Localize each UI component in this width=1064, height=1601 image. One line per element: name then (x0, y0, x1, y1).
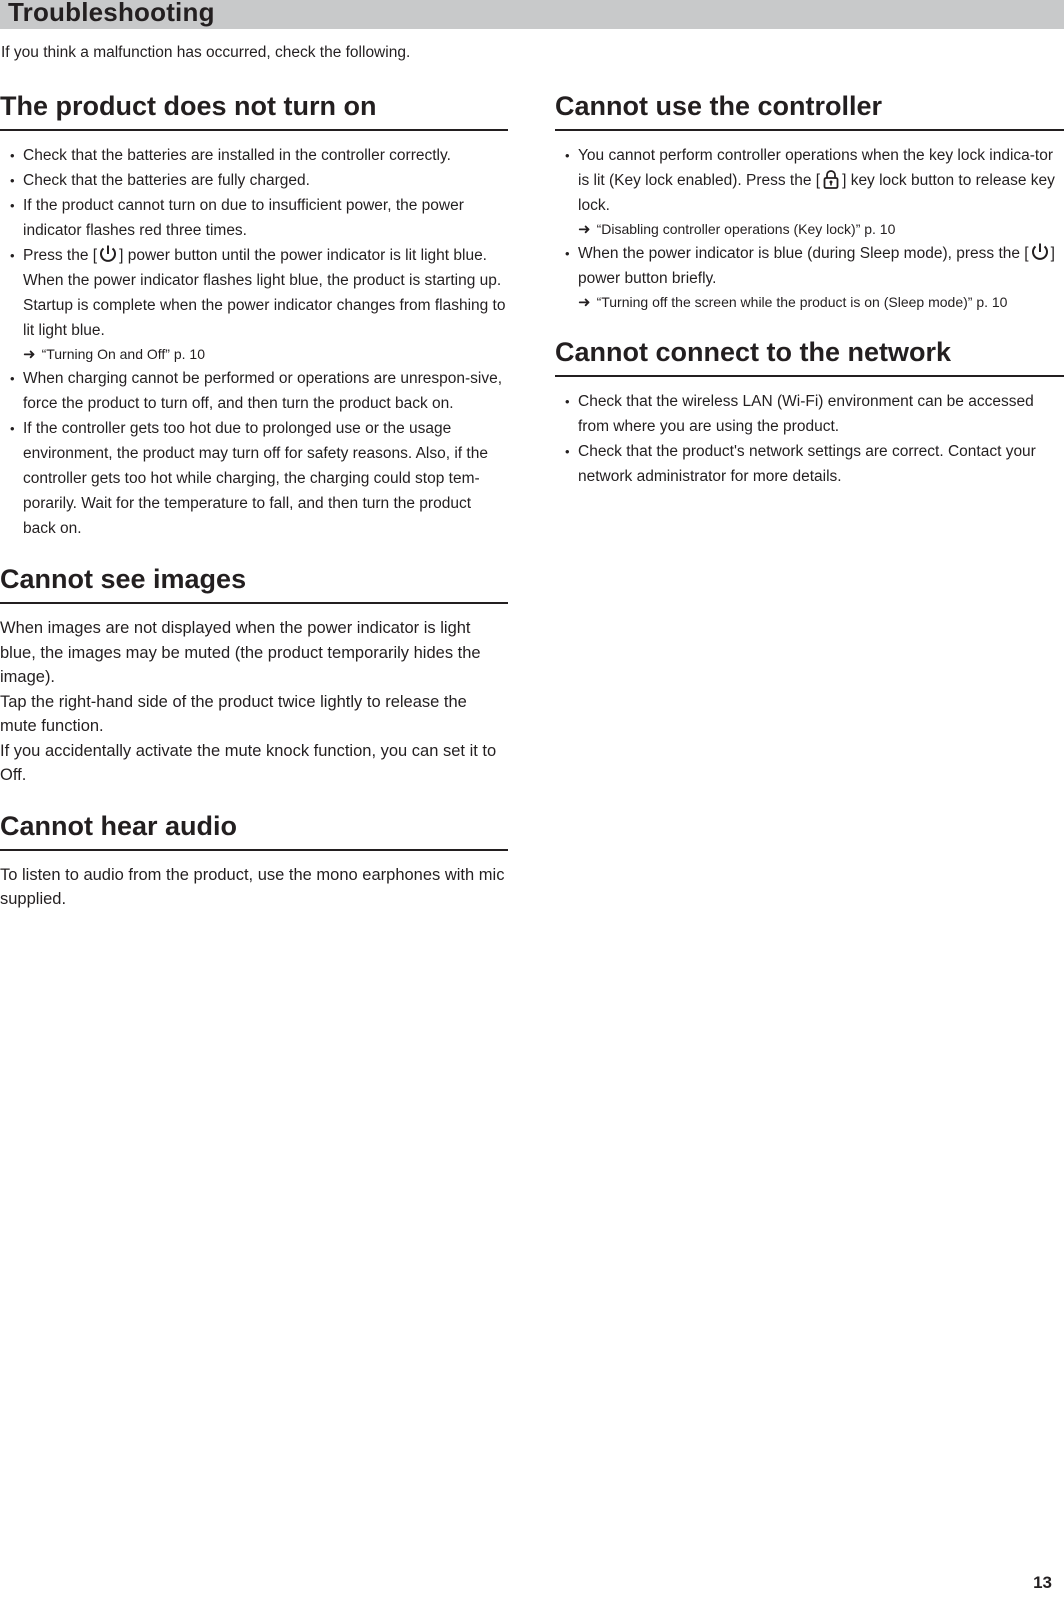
section-heading: Cannot use the controller (555, 88, 1064, 131)
bullet-icon: • (565, 394, 570, 409)
arrow-right-icon: ➜ (578, 294, 591, 311)
bullet-list (555, 143, 1064, 314)
lock-icon (820, 168, 842, 190)
bullet-icon: • (10, 198, 15, 213)
section-network (555, 334, 1064, 489)
arrow-right-icon: ➜ (23, 346, 36, 363)
intro-text: If you think a malfunction has occurred, check the following. (1, 44, 411, 61)
list-item: • Check that the batteries are installed in the controller correctly. (0, 143, 508, 168)
bullet-icon: • (10, 371, 15, 386)
list-item: • Check that the wireless LAN (Wi-Fi) environment can be accessed from where you are using the product. (555, 389, 1064, 439)
cross-reference-link[interactable]: ➜ “Disabling controller operations (Key lock)” p. 10 (578, 221, 896, 238)
bullet-list (555, 389, 1064, 489)
title-bar (0, 0, 1064, 29)
bullet-list (0, 143, 508, 541)
power-icon (97, 243, 119, 265)
page-title: Troubleshooting (8, 0, 215, 27)
left-column (0, 88, 508, 932)
bullet-icon: • (10, 173, 15, 188)
paragraph-block: To listen to audio from the product, use the mono earphones with mic supplied. (0, 865, 505, 908)
section-heading: The product does not turn on (0, 88, 508, 131)
list-item: • You cannot perform controller operations when the key lock indica-tor is lit (Key lock enabled). Press the [ ] key lock button to release key lock. ➜ “Disabling controller operations (Key lock)” p. 10 (555, 143, 1064, 241)
bullet-icon: • (565, 148, 570, 163)
list-item: • Press the [ ] power button until the power indicator is lit light blue. When the power indicator flashes light blue, the product is starting up. Startup is complete when the power indicator changes from flashing to lit light blue. ➜ “Turning On and Off” p. 10 (0, 243, 508, 366)
list-item: • If the controller gets too hot due to prolonged use or the usage environment, the product may turn off for safety reasons. Also, if the controller gets too hot while charging, the charging could stop tem-porarily. Wait for the temperature to fall, and then turn the product back on. (0, 416, 508, 541)
list-item: • When the power indicator is blue (during Sleep mode), press the [ ] power button briefly. ➜ “Turning off the screen while the product is on (Sleep mode)” p. 10 (555, 241, 1064, 314)
list-item: • If the product cannot turn on due to insufficient power, the power indicator flashes red three times. (0, 193, 508, 243)
right-column (555, 88, 1064, 509)
bullet-icon: • (10, 248, 15, 263)
bullet-icon: • (565, 444, 570, 459)
section-not-turn-on (0, 88, 508, 541)
section-heading: Cannot connect to the network (555, 334, 1064, 377)
paragraph-block: When images are not displayed when the power indicator is light blue, the images may be muted (the product temporarily hides the image). Tap the right-hand side of the product twice lightly to release the mute function. If you accidentally activate the mute knock function, you can set it to Off. (0, 619, 497, 784)
bullet-icon: • (10, 148, 15, 163)
section-controller (555, 88, 1064, 314)
page-number: 13 (1033, 1573, 1052, 1592)
section-heading: Cannot see images (0, 561, 508, 604)
list-item: • Check that the batteries are fully charged. (0, 168, 508, 193)
bullet-icon: • (565, 246, 570, 261)
list-item: • When charging cannot be performed or operations are unrespon-sive, force the product to turn off, and then turn the product back on. (0, 366, 508, 416)
bullet-icon: • (10, 421, 15, 436)
section-cannot-hear-audio (0, 808, 508, 912)
section-heading: Cannot hear audio (0, 808, 508, 851)
cross-reference-link[interactable]: ➜ “Turning off the screen while the product is on (Sleep mode)” p. 10 (578, 294, 1008, 311)
section-cannot-see-images (0, 561, 508, 788)
arrow-right-icon: ➜ (578, 221, 591, 238)
power-icon (1029, 241, 1051, 263)
list-item: • Check that the product's network settings are correct. Contact your network administrator for more details. (555, 439, 1064, 489)
cross-reference-link[interactable]: ➜ “Turning On and Off” p. 10 (23, 346, 205, 363)
